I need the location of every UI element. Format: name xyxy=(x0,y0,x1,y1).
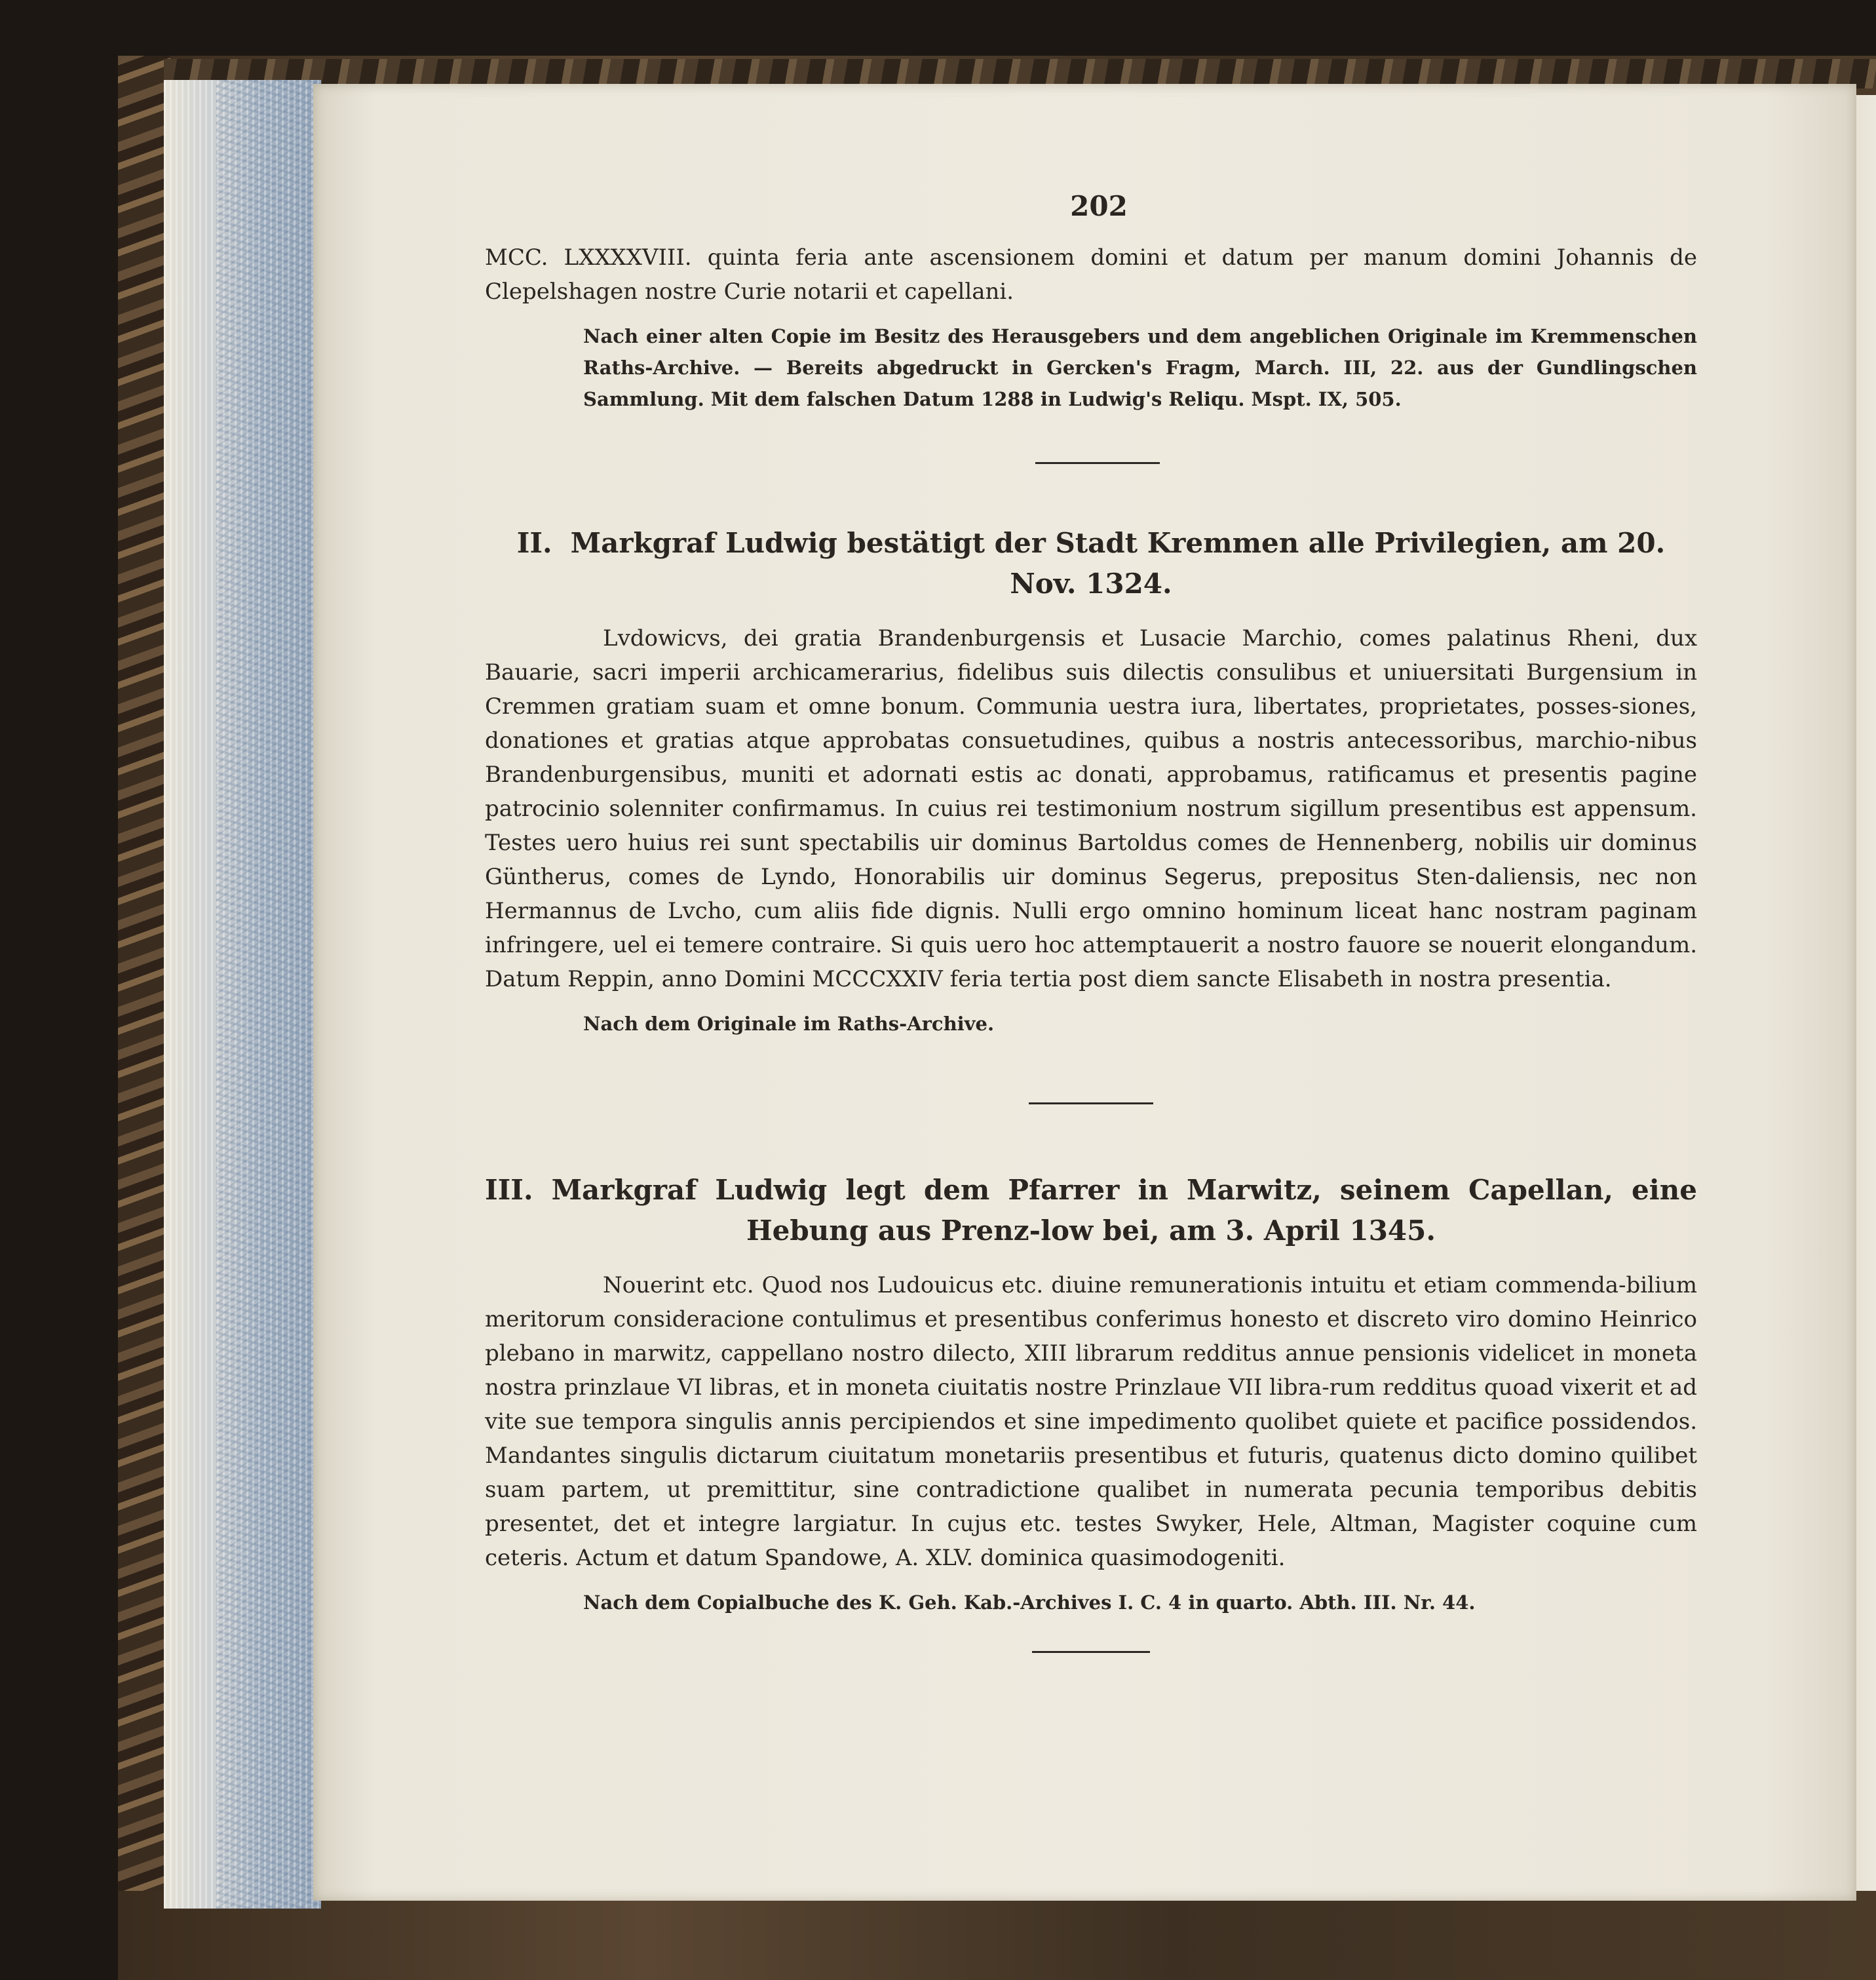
section-2-source-note: Nach dem Originale im Raths-Archive. xyxy=(583,1013,995,1035)
section-3-number: III. xyxy=(485,1174,533,1206)
page-content xyxy=(485,190,1697,1653)
continuation-text: MCC. LXXXXVIII. quinta feria ante ascensionem domini et datum per manum domini Johannis de Clepelshagen nostre Curie notarii et capellani. xyxy=(485,244,1697,305)
marbled-cover-edge xyxy=(118,56,170,1891)
section-3-title: Markgraf Ludwig legt dem Pfarrer in Marwitz, seinem Capellan, eine Hebung aus Prenz-low bei, am 3. April 1345. xyxy=(551,1174,1697,1247)
section-2-heading xyxy=(485,523,1697,604)
speckled-edge xyxy=(216,80,321,1909)
section-2-body: Lvdowicvs, dei gratia Brandenburgensis et Lusacie Marchio, comes palatinus Rheni, dux Bauarie, sacri imperii archicamerarius, fidelibus suis dilectis consulibus et uniuersitati Burgensium in Cremmen gratiam suam et omne bonum. Communia uestra iura, libertates, proprietates, posses-siones, donationes et gratias atque approbatas consuetudines, quibus a nostris antecessoribus, marchio-nibus Brandenburgensibus, muniti et adornati estis ac donati, approbamus, ratificamus et presentis pagine patrocinio solenniter confirmamus. In cuius rei testimonium nostrum sigillum presentibus est appensum. Testes uero huius rei sunt spectabilis uir dominus Bartoldus comes de Hennenberg, nobilis uir dominus Güntherus, comes de Lyndo, Honorabilis uir dominus Segerus, prepositus Sten-daliensis, nec non Hermannus de Lvcho, cum aliis fide dignis. Nulli ergo omnino hominum liceat hanc nostram paginam infringere, uel ei temere contraire. Si quis uero hoc attemptauerit a nostro fauore se nouerit elongandum. Datum Reppin, anno Domini MCCCXXIV feria tertia post diem sancte Elisabeth in nostra presentia. xyxy=(485,625,1697,992)
section-2-title: Markgraf Ludwig bestätigt der Stadt Kremmen alle Privilegien, am 20. Nov. 1324. xyxy=(570,527,1666,600)
section-divider xyxy=(1035,462,1160,464)
continuation-source-note: Nach einer alten Copie im Besitz des Herausgebers und dem angeblichen Originale im Kremmenschen Raths-Archive. — Bereits abgedruckt in Gercken's Fragm, March. III, 22. aus der Gundlingschen Sammlung. Mit dem falschen Datum 1288 in Ludwig's Reliqu. Mspt. IX, 505. xyxy=(583,325,1697,410)
section-2-number: II. xyxy=(516,527,552,559)
section-3-source-note: Nach dem Copialbuche des K. Geh. Kab.-Archives I. C. 4 in quarto. Abth. III. Nr. 44. xyxy=(583,1591,1476,1614)
section-3-heading xyxy=(485,1170,1697,1251)
section-divider xyxy=(1032,1651,1150,1653)
section-3-body: Nouerint etc. Quod nos Ludouicus etc. diuine remunerationis intuitu et etiam commenda-bilium meritorum consideracione contulimus et presentibus conferimus honesto et discreto viro domino Heinrico plebano in marwitz, cappellano nostro dilecto, XIII librarum redditus annue pensionis videlicet in moneta nostra prinzlaue VI libras, et in moneta ciuitatis nostre Prinzlaue VII libra-rum redditus quoad vixerit et ad vite sue tempora singulis annis percipiendos et sine impedimento quolibet quiete et pacifice possidendos. Mandantes singulis dictarum ciuitatum monetariis presentibus et futuris, quatenus dicto domino quilibet suam partem, ut premittitur, sine contradictione qualibet in numerata pecunia temporibus debitis presentet, det et integre largiatur. In cujus etc. testes Swyker, Hele, Altman, Magister coquine cum ceteris. Actum et datum Spandowe, A. XLV. dominica quasimodogeniti. xyxy=(485,1272,1697,1571)
section-divider xyxy=(1029,1102,1153,1104)
page-number: 202 xyxy=(1070,190,1128,222)
